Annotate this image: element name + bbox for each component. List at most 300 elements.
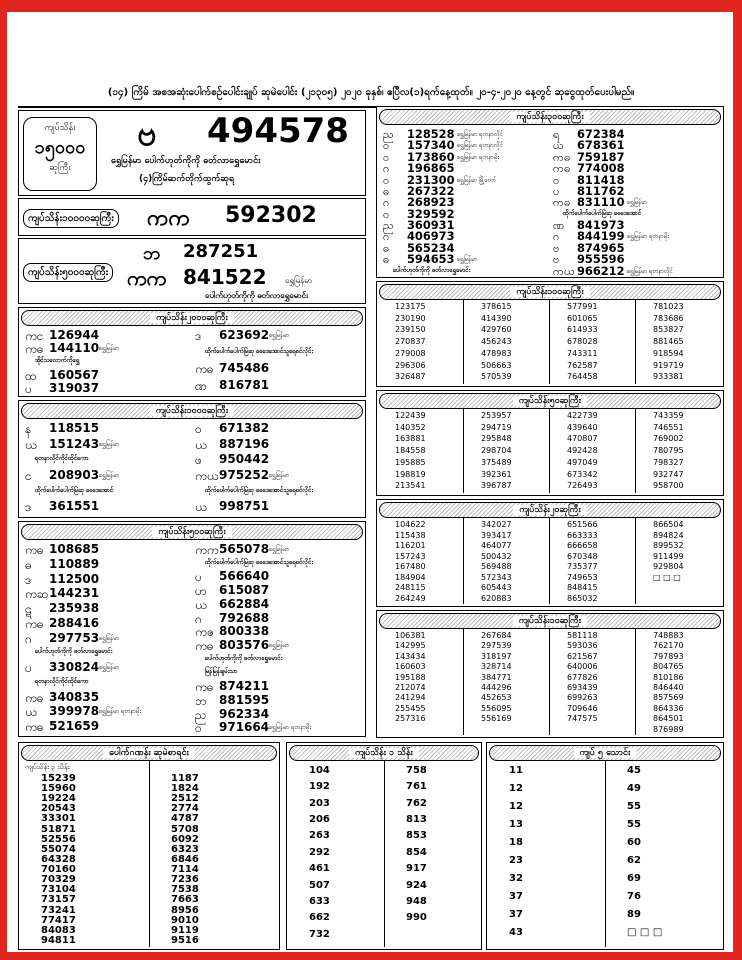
s500-prefix: ပ [195,570,202,585]
s10-cell: 267684 [481,631,512,640]
second-prize-label: ကျပ်သိန်း၁၀၀၀၀ဆုကြီး [23,209,119,228]
s500-number: 881595 [219,692,270,707]
s10-cell: 318197 [481,651,512,661]
s500-number: 662884 [219,596,270,611]
s300-prefix: ဓ [383,240,390,255]
third-prize-prefix-2: ကက [127,266,167,290]
third-prize-number-1: 287251 [183,241,259,262]
bottom3-number: 55 [627,819,641,830]
s100-cell: 743311 [567,348,598,358]
s50-cell: 396787 [481,481,512,491]
bottom2-number: 813 [406,814,427,826]
s50-cell: 798327 [653,457,684,467]
s1000-number: 118515 [49,421,100,435]
s1000-number: 208903 [49,468,100,482]
bottom1-number: 7538 [171,884,199,896]
bottom2-number: 263 [309,830,330,842]
s20-cell: 464077 [481,541,512,550]
s50-cell: 439640 [567,422,598,432]
header-line: (၁၄) ကြိမ် အစအဆုံးပေါက်စဉ်ပေါင်းချုပ် ဆုမဲပေါင်း (၂၁၃၀၅) ၂၀၂၀ ခုနှစ်၊ ဧပြီလ(၁)ရက်နေ့ထုတ်။ ၂၀-၄-၂၀၂၀ နေ့တွင် ဆုငွေထုတ်ပေးပါမည်။ [18,80,724,108]
s500-prefix: ဓ [25,557,32,572]
s300-prefix: ဝ [553,172,560,187]
first-prize-badge [23,117,97,191]
s1000-note: ရတနာလိုင်ကိုင်ထိုင်ကော [35,455,89,463]
s500-prefix: ဋ [25,602,32,617]
s300-number: 157340 [407,138,455,153]
s100-cell: 478983 [481,348,512,358]
grid-divider [549,300,550,384]
bottom1-number: 2512 [171,793,199,805]
bottom1-number: 19224 [41,793,76,805]
s300-note: ရွှေမြန်မာ ရတနာမိုး [627,233,669,241]
s500-number: 110889 [49,556,100,571]
s300-note: ရွှေမြန်မာ ရတနာလိုင် [457,142,503,150]
s10-cell: 693439 [567,683,598,692]
s300-number: 267322 [407,183,455,198]
s300-number: 831110 [577,195,625,210]
bottom1-number: 9119 [171,924,199,936]
bottom2-number: 761 [406,781,427,793]
prize-10-title: ကျပ်သိန်း၁၀ဆုကြီး [513,616,587,626]
s500-note: ရွှေမြန်မာ ရတနာမိုး [269,724,311,732]
prize-10-box [376,610,724,738]
bottom2-number: 758 [406,765,427,776]
s500-prefix: ကဓ [25,720,44,735]
first-prize-unit: ဆုကြီး [49,163,71,173]
s100-cell: 764458 [567,372,598,382]
s1000-note: ထိုက်ပေါက်ပေါက်မြဲဆု ဓေဒေအောင် [35,486,114,494]
bottom3-number: 43 [509,927,523,938]
s300-prefix: ကဓ [553,195,571,210]
s1000-note: ထိုက်ပေါက်ပေါက်မြဲဆု ဓေဒေအောင်သူရေစင်လိုင်း [205,486,313,494]
s2000-prefix: ထ [25,368,37,383]
s500-number: 330824 [49,660,100,675]
bottom3-number: 13 [509,819,523,830]
s300-prefix: ဂ [383,229,390,244]
s300-note: ရွှေမြန်မာ [627,199,648,207]
s300-number: 966212 [577,263,625,278]
bottom3-number: 49 [627,783,641,794]
s20-cell: □ □ □ [653,572,681,582]
s10-cell: 876989 [653,724,684,734]
s1000-prefix: င [25,469,32,483]
prize-50-box [376,390,724,496]
s20-cell: 911499 [653,551,684,561]
s500-number: 297753 [49,630,100,645]
s500-number: 792688 [219,610,270,625]
s100-cell: 881465 [653,337,684,347]
s300-number: 955596 [577,252,625,267]
s300-number: 128528 [407,127,455,141]
s10-cell: 241294 [395,693,426,703]
s100-cell: 918594 [653,348,684,358]
s50-cell: 422739 [567,411,598,420]
s2000-prefix: ကင [25,329,44,343]
s100-cell: 614933 [567,325,598,335]
s300-prefix: ဓ [383,183,390,198]
bottom1-number: 94811 [41,934,76,946]
s300-number: 329592 [407,206,455,221]
s300-number: 844199 [577,229,625,244]
s300-prefix: ဓ [383,252,390,267]
s50-cell: 294719 [481,422,512,432]
s500-prefix: ဂ [25,631,32,646]
s50-cell: 163881 [395,434,426,444]
list-divider [384,761,385,947]
s50-cell: 497049 [567,457,598,467]
s50-cell: 673342 [567,469,598,479]
s500-note: ထိုက်ပေါက်ပေါက်မြဲဆု ဓေဒေအောင်သူရေစင်လိုင်း [205,558,313,566]
s100-cell: 456243 [481,337,512,347]
s500-prefix: ကဓ [25,543,44,557]
s20-cell: 605443 [481,583,512,592]
s100-cell: 239150 [395,325,426,335]
bottom1-number: 73241 [41,904,76,916]
bottom1-number: 1187 [171,773,199,784]
s20-cell: 651566 [567,520,598,529]
s2000-number: 816781 [219,377,270,392]
s20-cell: 663333 [567,530,598,540]
bottom3-number: 37 [509,909,523,920]
bottom2-number: 854 [406,846,427,858]
s300-prefix: ဏ [553,218,565,233]
grid-divider [463,518,464,604]
first-prize-label: ကျပ်သိန်း [44,123,76,133]
s10-cell: 709646 [567,703,598,713]
s10-cell: 556095 [481,703,512,713]
s10-cell: 804765 [653,662,684,672]
list-divider [605,761,606,947]
s2000-note: အိုင်သလောက်ကိုရွှေ [35,357,80,365]
s1000-prefix: ယ [25,437,37,452]
s10-cell: 810186 [653,672,684,682]
s500-note: ရွှေမြန်မာ [99,664,120,672]
s10-cell: 864501 [653,714,684,724]
s10-cell: 621567 [567,651,598,661]
bottom3-number: 55 [627,801,641,812]
s20-cell: 115438 [395,530,426,540]
s20-cell: 899532 [653,541,684,550]
bottom1-number: 2774 [171,803,199,815]
s50-cell: 743359 [653,411,684,420]
s300-note: ရွှေမြန်မာ ရတနာမိုး [457,153,499,161]
s20-cell: 620883 [481,593,512,603]
bottom1-number: 9516 [171,934,199,946]
s300-prefix: ဝ [383,138,390,153]
s10-cell: 106381 [395,631,426,640]
s1000-number: 975252 [219,468,270,482]
third-prize-number-2: 841522 [183,265,267,289]
s50-cell: 298704 [481,446,512,456]
s300-prefix: ယ [553,138,565,153]
s100-cell: 933381 [653,372,684,382]
s2000-prefix: ဏ [195,378,208,393]
s500-number: 962334 [219,706,270,721]
s2000-prefix: ဒ [195,329,202,343]
s500-note: ပေါက်ဟုတ်ကိုကို ဓတ်လာရွှေမောင်း [35,648,113,656]
s10-cell: 748883 [653,631,684,640]
s1000-prefix: ယ [195,500,207,515]
bottom-box-3 [486,742,724,950]
prize-50-title: ကျပ်သိန်း၅၀ဆုကြီး [513,396,587,406]
s500-note: ရတနာလိုင်ကိုင်ထိုင်ကော [35,677,89,685]
s300-prefix: ဂ [383,195,390,210]
s100-cell: 279008 [395,348,426,358]
s500-number: 235938 [49,601,100,616]
s1000-note: ရွှေမြန်မာ [99,440,120,448]
bottom3-number: 62 [627,855,641,866]
s2000-prefix: ကဓ [195,362,214,376]
s50-cell: 958700 [653,481,684,491]
s10-cell: 297539 [481,641,512,651]
s300-number: 360931 [407,218,455,233]
s100-cell: 783686 [653,313,684,323]
s300-number: 774008 [577,161,625,176]
s500-prefix: ကဓ [25,616,44,631]
s1000-prefix: ဒ [25,500,32,515]
s10-cell: 142995 [395,641,426,651]
s1000-number: 671382 [219,421,270,435]
second-prize-prefix: ကက [147,206,191,231]
bottom3-number: 37 [509,891,523,902]
s300-number: 231300 [407,172,455,187]
grid-divider [549,629,550,735]
s50-cell: 198819 [395,469,426,479]
s50-cell: 392361 [481,469,512,479]
s10-cell: 857569 [653,693,684,703]
bottom2-number: 924 [406,879,427,891]
s100-cell: 853827 [653,325,684,335]
s10-cell: 328714 [481,662,512,672]
s1000-number: 151243 [49,436,100,451]
s500-note: ပေါက်ဟုတ်ကိုကို ဓတ်လာရွှေမောင်း [205,654,283,662]
s50-cell: 932747 [653,469,684,479]
bottom1-number: 20543 [41,803,76,815]
s50-cell: 122439 [395,411,426,420]
bottom1-number: 15960 [41,783,76,795]
bottom1-number: 52556 [41,833,76,845]
s1000-number: 950442 [219,452,270,467]
s300-note: ရွှေမြန်မာ ရတနာလိုင် [457,131,503,138]
s100-cell: 678028 [567,337,598,347]
s100-cell: 577991 [567,302,598,311]
bottom1-number: 1824 [171,783,199,795]
s500-prefix: ပ [25,661,32,676]
s500-prefix: ဟ [195,584,207,599]
first-prize-line2: (၄)ကြိမ်ဆက်တိုက်ထွက်ဆုရ [139,174,235,184]
bottom1-number: 84083 [41,924,76,936]
s500-note: ရွှေမြန်မာ ရတနာမိုး [99,708,141,716]
s50-cell: 746551 [653,422,684,432]
first-prize-box [18,110,366,196]
s500-number: 565078 [219,542,270,556]
grid-divider [549,409,550,493]
second-prize-box [18,198,366,236]
s500-note: ရွှေမြန်မာ [99,634,120,642]
s300-number: 565234 [407,240,455,255]
s300-number: 594653 [407,252,455,267]
bottom2-number: 990 [406,912,427,924]
s500-note: ရွှေမြန်မာ [269,546,290,553]
s500-number: 112500 [49,571,100,586]
first-prize-prefix: ဗ [137,114,157,154]
s10-cell: 640006 [567,662,598,672]
s2000-prefix: ပ [25,381,32,396]
bottom-box-2 [286,742,482,950]
s300-number: 196865 [407,161,455,176]
s300-note: ထိုက်ပေါက်ပေါက်မြဲဆု ဓေဒေအောင် [563,209,642,217]
bottom1-number: 6323 [171,843,199,855]
prize-20-title: ကျပ်သိန်း၂၀ဆုကြီး [513,505,587,515]
s300-number: 759187 [577,149,625,164]
s300-number: 268923 [407,195,455,210]
s300-number: 874965 [577,240,625,255]
bottom3-number: 12 [509,783,523,794]
s10-cell: 143434 [395,651,426,661]
s2000-note: ရွှေမြန်မာ [99,345,120,353]
s500-prefix: ယ [195,597,207,612]
prize-100-title: ကျပ်သိန်း၁၀၀ဆုကြီး [510,287,589,297]
grid-divider [635,300,636,384]
s50-cell: 195885 [395,457,426,467]
bottom2-number: 732 [309,928,330,940]
s10-cell: 257316 [395,714,426,724]
prize-100-box [376,281,724,387]
bottom1-number: 6846 [171,853,199,865]
s50-cell: 780795 [653,446,684,456]
s500-number: 108685 [49,542,100,556]
s20-cell: 248115 [395,583,426,592]
s100-cell: 570539 [481,372,512,382]
bottom1-number: 73157 [41,894,76,906]
bottom2-number: 104 [309,765,330,776]
s500-prefix: ကဇ [195,625,214,640]
bottom-2-title: ကျပ်သိန်း ၁ သိန်း [349,748,419,758]
prize-500-box [18,521,366,737]
s500-number: 144231 [49,586,100,601]
s2000-prefix: ကဓ [25,342,44,357]
s500-number: 288416 [49,615,100,630]
s300-prefix: ဗ [553,252,560,267]
s300-prefix: ကယ [553,263,576,278]
s300-prefix: ဝ [383,172,390,187]
third-prize-note-2: ပေါက်ဟုတ်ကိုကို ဓတ်လာရွှေမောင်း [205,291,309,300]
prize-2000-title: ကျပ်သိန်း၂၀၀၀ဆုကြီး [150,313,234,323]
s50-cell: 470807 [567,434,598,444]
grid-divider [463,409,464,493]
s20-cell: 749653 [567,572,598,582]
bottom1-number: 9010 [171,914,199,926]
bottom1-number: 33301 [41,813,76,825]
s300-prefix: ဂ [553,229,560,244]
grid-divider [463,629,464,735]
s20-cell: 865032 [567,593,598,603]
s500-prefix: ယ [25,705,37,720]
bottom1-number: 64328 [41,853,76,865]
s300-number: 811762 [577,183,625,198]
s500-prefix: ကဆ [25,587,49,602]
bottom2-number: 917 [406,863,427,875]
s100-cell: 919719 [653,360,684,370]
bottom3-number: □ □ □ [627,927,663,938]
s500-number: 615087 [219,583,270,598]
s20-cell: 104622 [395,520,426,529]
s300-prefix: ကဓ [553,149,571,164]
s1000-number: 887196 [219,436,270,451]
s300-prefix: ရ [553,127,560,141]
prize-1000-title: ကျပ်သိန်း၁၀၀၀ဆုကြီး [150,406,234,416]
s20-cell: 342027 [481,520,512,529]
s10-cell: 747575 [567,714,598,724]
third-prize-box [18,238,366,304]
prize-300-box [376,106,724,278]
s10-cell: 556169 [481,714,512,724]
s100-cell: 781023 [653,302,684,311]
bottom3-number: 45 [627,765,641,776]
bottom3-number: 18 [509,837,523,848]
s300-prefix: ပ [553,183,560,198]
grid-divider [635,409,636,493]
s2000-number: 319037 [49,380,100,395]
s20-cell: 157243 [395,551,426,561]
s50-cell: 140352 [395,422,426,432]
bottom1-number: 8956 [171,904,199,916]
s100-cell: 326487 [395,372,426,382]
s20-cell: 848415 [567,583,598,592]
s50-cell: 492428 [567,446,598,456]
s300-prefix: ဝ [383,149,390,164]
first-prize-line1: ရွှေမြန်မာ ပေါက်ဟုတ်ကိုကို ဓတ်လာရွှေမောင်း [111,156,261,166]
bottom2-number: 762 [406,797,427,809]
s20-cell: 866504 [653,520,684,529]
s20-cell: 264249 [395,593,426,603]
s2000-number: 160567 [49,367,100,382]
bottom-3-title: ကျပ် ၅ သောင်း [574,748,637,758]
s20-cell: 666658 [567,541,598,550]
bottom3-number: 89 [627,909,641,920]
s300-number: 841973 [577,218,625,233]
s10-cell: 212074 [395,683,426,692]
bottom2-number: 206 [309,814,330,826]
bottom2-number: 192 [309,781,330,793]
s500-number: 566640 [219,569,270,584]
bottom1-number: 73104 [41,884,76,896]
s300-prefix: ဗ [553,240,560,255]
s100-cell: 378615 [481,302,512,311]
s500-prefix: ကဓ [195,639,214,653]
s10-cell: 384771 [481,672,512,682]
s500-prefix: ဝ [195,721,202,736]
s1000-prefix: ဖ [195,453,202,468]
s10-cell: 452653 [481,693,512,703]
s2000-number: 745486 [219,361,270,375]
s500-prefix: ကဓ [195,680,214,695]
bottom-box-1 [18,742,280,950]
bottom2-number: 853 [406,830,427,842]
s100-cell: 506663 [481,360,512,370]
s500-number: 803576 [219,638,270,652]
s10-cell: 797893 [653,651,684,661]
s20-cell: 167480 [395,562,426,571]
s2000-note: ထိုက်ပေါက်ပေါက်မြဲဆု ဓေဒေအောင်သူရေစင်လိုင်း [205,347,313,355]
s300-note: ပေါက်ဟုတ်ကိုကို ဓတ်လာရွှေမောင်း [393,266,471,274]
bottom1-number: 5708 [171,823,199,835]
s2000-number: 144110 [49,341,100,356]
bottom1-number: 7114 [171,864,199,876]
bottom1-number: 7236 [171,874,199,886]
s100-cell: 230190 [395,313,426,323]
s10-cell: 160603 [395,662,426,672]
